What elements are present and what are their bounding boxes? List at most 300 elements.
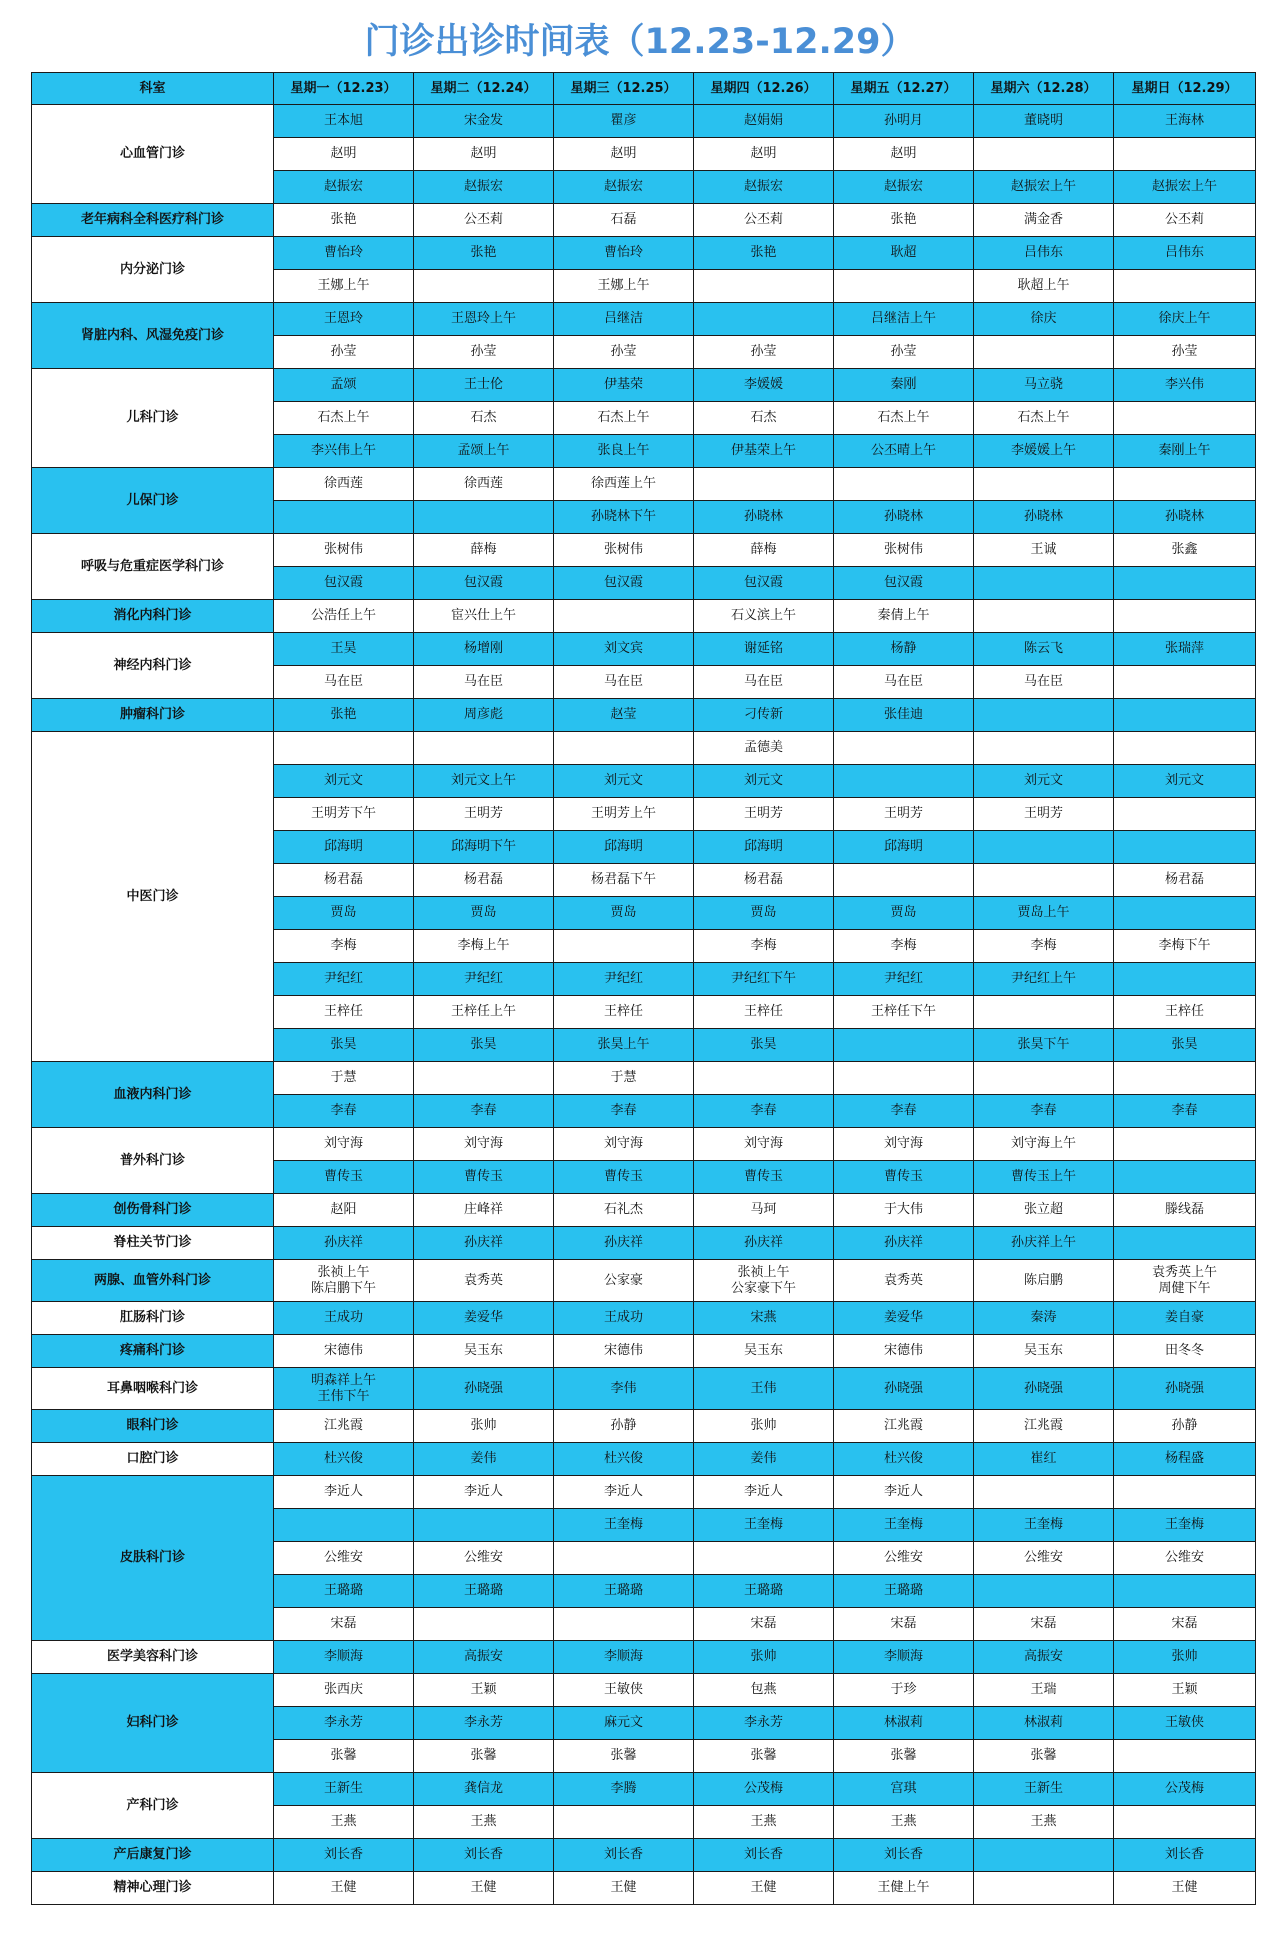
department-name: 儿科门诊 — [32, 369, 274, 468]
schedule-cell: 孙莹 — [554, 336, 694, 369]
schedule-cell: 伊基荣上午 — [694, 435, 834, 468]
schedule-cell: 耿超上午 — [974, 270, 1114, 303]
schedule-cell: 张帅 — [414, 1410, 554, 1443]
schedule-cell: 林淑莉 — [974, 1707, 1114, 1740]
schedule-cell: 张艳 — [414, 237, 554, 270]
schedule-cell: 龚信龙 — [414, 1773, 554, 1806]
department-name: 神经内科门诊 — [32, 633, 274, 699]
schedule-cell: 张馨 — [974, 1740, 1114, 1773]
schedule-cell — [1114, 666, 1256, 699]
schedule-cell: 孙晓强 — [1114, 1368, 1256, 1410]
table-row — [32, 1227, 1256, 1260]
schedule-cell: 张昊下午 — [974, 1029, 1114, 1062]
department-name: 脊柱关节门诊 — [32, 1227, 274, 1260]
schedule-cell: 刁传新 — [694, 699, 834, 732]
schedule-cell: 瞿彦 — [554, 105, 694, 138]
schedule-cell: 江兆霞 — [974, 1410, 1114, 1443]
table-row — [32, 1410, 1256, 1443]
schedule-cell: 张艳 — [694, 237, 834, 270]
schedule-cell: 赵明 — [274, 138, 414, 171]
schedule-cell-line: 陈启鹏下午 — [310, 1280, 376, 1296]
schedule-cell: 赵振宏上午 — [1114, 171, 1256, 204]
schedule-cell: 刘长香 — [414, 1839, 554, 1872]
header-sunday: 星期日（12.29） — [1114, 73, 1256, 105]
schedule-cell: 曹传玉 — [414, 1161, 554, 1194]
department-name: 产后康复门诊 — [32, 1839, 274, 1872]
schedule-cell: 王健 — [414, 1872, 554, 1905]
schedule-cell: 孙晓强 — [414, 1368, 554, 1410]
schedule-cell: 王梓任 — [274, 996, 414, 1029]
schedule-cell — [834, 270, 974, 303]
schedule-cell: 马在臣 — [834, 666, 974, 699]
table-row — [32, 732, 1256, 765]
schedule-cell: 秦倩上午 — [834, 600, 974, 633]
schedule-cell: 马立骁 — [974, 369, 1114, 402]
schedule-cell — [694, 1260, 834, 1302]
schedule-cell: 刘长香 — [694, 1839, 834, 1872]
schedule-cell — [274, 732, 414, 765]
schedule-cell: 秦刚 — [834, 369, 974, 402]
schedule-cell: 伊基荣 — [554, 369, 694, 402]
header-wednesday: 星期三（12.25） — [554, 73, 694, 105]
schedule-cell: 刘元文 — [274, 765, 414, 798]
schedule-cell: 崔红 — [974, 1443, 1114, 1476]
department-name: 老年病科全科医疗科门诊 — [32, 204, 274, 237]
schedule-cell: 姜爱华 — [834, 1302, 974, 1335]
department-name: 血液内科门诊 — [32, 1062, 274, 1128]
schedule-cell: 尹纪红 — [414, 963, 554, 996]
schedule-cell — [1114, 1476, 1256, 1509]
schedule-cell: 于大伟 — [834, 1194, 974, 1227]
schedule-cell: 尹纪红上午 — [974, 963, 1114, 996]
schedule-cell: 公家豪 — [554, 1260, 694, 1302]
schedule-cell: 王梓任 — [694, 996, 834, 1029]
schedule-cell — [974, 138, 1114, 171]
schedule-cell: 马在臣 — [694, 666, 834, 699]
schedule-cell: 赵明 — [414, 138, 554, 171]
schedule-cell: 邱海明下午 — [414, 831, 554, 864]
schedule-cell: 李媛媛上午 — [974, 435, 1114, 468]
schedule-cell: 王健 — [554, 1872, 694, 1905]
schedule-cell: 马在臣 — [274, 666, 414, 699]
schedule-cell: 吕继洁 — [554, 303, 694, 336]
schedule-cell — [974, 336, 1114, 369]
schedule-cell: 王敏侠 — [554, 1674, 694, 1707]
schedule-cell: 孙晓林 — [1114, 501, 1256, 534]
schedule-cell: 庄峰祥 — [414, 1194, 554, 1227]
schedule-cell: 宋磊 — [974, 1608, 1114, 1641]
schedule-cell — [694, 1542, 834, 1575]
schedule-cell: 姜伟 — [694, 1443, 834, 1476]
department-name: 内分泌门诊 — [32, 237, 274, 303]
department-name: 产科门诊 — [32, 1773, 274, 1839]
table-row — [32, 600, 1256, 633]
header-monday: 星期一（12.23） — [274, 73, 414, 105]
schedule-cell: 张馨 — [834, 1740, 974, 1773]
schedule-cell — [1114, 1740, 1256, 1773]
schedule-cell: 徐庆上午 — [1114, 303, 1256, 336]
table-row — [32, 1128, 1256, 1161]
schedule-cell: 公茂梅 — [694, 1773, 834, 1806]
schedule-cell: 高振安 — [974, 1641, 1114, 1674]
schedule-cell: 张馨 — [554, 1740, 694, 1773]
schedule-cell: 王璐璐 — [694, 1575, 834, 1608]
schedule-cell: 李兴伟上午 — [274, 435, 414, 468]
schedule-cell: 贾岛上午 — [974, 897, 1114, 930]
schedule-cell: 刘守海 — [274, 1128, 414, 1161]
schedule-cell: 李近人 — [694, 1476, 834, 1509]
schedule-cell: 王梓任下午 — [834, 996, 974, 1029]
schedule-cell: 李近人 — [274, 1476, 414, 1509]
table-row — [32, 1062, 1256, 1095]
table-row — [32, 204, 1256, 237]
schedule-cell: 贾岛 — [414, 897, 554, 930]
schedule-table — [31, 72, 1256, 1905]
schedule-cell: 王奎梅 — [1114, 1509, 1256, 1542]
schedule-cell: 赵振宏上午 — [974, 171, 1114, 204]
schedule-cell: 于珍 — [834, 1674, 974, 1707]
page-title: 门诊出诊时间表（12.23-12.29） — [364, 22, 916, 62]
schedule-cell: 孙庆祥上午 — [974, 1227, 1114, 1260]
schedule-cell: 李梅下午 — [1114, 930, 1256, 963]
schedule-cell: 江兆霞 — [834, 1410, 974, 1443]
schedule-cell: 石杰上午 — [274, 402, 414, 435]
schedule-cell: 李春 — [1114, 1095, 1256, 1128]
header-friday: 星期五（12.27） — [834, 73, 974, 105]
schedule-cell: 公维安 — [834, 1542, 974, 1575]
schedule-cell — [554, 600, 694, 633]
table-row — [32, 1335, 1256, 1368]
schedule-cell: 李梅 — [834, 930, 974, 963]
schedule-cell — [834, 1029, 974, 1062]
schedule-cell — [974, 996, 1114, 1029]
schedule-cell: 张西庆 — [274, 1674, 414, 1707]
schedule-cell: 刘元文 — [1114, 765, 1256, 798]
department-name: 医学美容科门诊 — [32, 1641, 274, 1674]
schedule-cell: 杨增刚 — [414, 633, 554, 666]
schedule-cell — [974, 1839, 1114, 1872]
schedule-cell: 宋磊 — [1114, 1608, 1256, 1641]
schedule-cell: 李近人 — [414, 1476, 554, 1509]
table-row — [32, 1773, 1256, 1806]
schedule-cell: 李顺海 — [274, 1641, 414, 1674]
table-row — [32, 1839, 1256, 1872]
schedule-cell — [1114, 1260, 1256, 1302]
schedule-cell — [834, 732, 974, 765]
schedule-cell — [1114, 732, 1256, 765]
department-name: 呼吸与危重症医学科门诊 — [32, 534, 274, 600]
schedule-cell: 赵振宏 — [694, 171, 834, 204]
schedule-cell: 贾岛 — [694, 897, 834, 930]
schedule-cell: 秦刚上午 — [1114, 435, 1256, 468]
schedule-cell: 孙晓强 — [974, 1368, 1114, 1410]
schedule-cell: 王明芳 — [974, 798, 1114, 831]
schedule-cell: 孙晓林 — [694, 501, 834, 534]
schedule-cell: 邱海明 — [554, 831, 694, 864]
schedule-cell: 田冬冬 — [1114, 1335, 1256, 1368]
schedule-cell-line: 王伟下午 — [317, 1388, 370, 1404]
schedule-cell: 公维安 — [274, 1542, 414, 1575]
schedule-cell: 李春 — [274, 1095, 414, 1128]
schedule-cell: 秦涛 — [974, 1302, 1114, 1335]
schedule-cell: 李梅 — [274, 930, 414, 963]
department-name: 儿保门诊 — [32, 468, 274, 534]
schedule-cell: 周彦彪 — [414, 699, 554, 732]
schedule-cell: 王璐璐 — [274, 1575, 414, 1608]
schedule-cell: 石礼杰 — [554, 1194, 694, 1227]
schedule-cell: 马在臣 — [414, 666, 554, 699]
schedule-cell — [414, 732, 554, 765]
schedule-cell: 宋磊 — [834, 1608, 974, 1641]
schedule-cell: 孙庆祥 — [834, 1227, 974, 1260]
header-department: 科室 — [32, 73, 274, 105]
table-row — [32, 699, 1256, 732]
schedule-cell — [1114, 1806, 1256, 1839]
schedule-cell: 孙静 — [1114, 1410, 1256, 1443]
schedule-cell: 张帅 — [694, 1410, 834, 1443]
schedule-cell — [554, 930, 694, 963]
schedule-cell: 杨君磊 — [694, 864, 834, 897]
schedule-cell — [974, 732, 1114, 765]
schedule-cell-line: 公家豪下午 — [730, 1280, 796, 1296]
schedule-cell: 包汉霞 — [834, 567, 974, 600]
schedule-cell: 王士伦 — [414, 369, 554, 402]
schedule-cell: 王娜上午 — [274, 270, 414, 303]
table-row — [32, 468, 1256, 501]
table-row — [32, 1194, 1256, 1227]
schedule-cell: 杨君磊下午 — [554, 864, 694, 897]
schedule-cell: 张馨 — [414, 1740, 554, 1773]
schedule-cell: 滕线磊 — [1114, 1194, 1256, 1227]
schedule-cell: 马在臣 — [554, 666, 694, 699]
schedule-cell — [554, 1542, 694, 1575]
schedule-cell: 张昊 — [414, 1029, 554, 1062]
schedule-cell: 陈启鹏 — [974, 1260, 1114, 1302]
schedule-cell: 宋磊 — [274, 1608, 414, 1641]
schedule-cell: 李春 — [554, 1095, 694, 1128]
schedule-cell — [1114, 1128, 1256, 1161]
header-thursday: 星期四（12.26） — [694, 73, 834, 105]
department-name: 妇科门诊 — [32, 1674, 274, 1773]
table-row — [32, 369, 1256, 402]
schedule-cell: 曹传玉上午 — [974, 1161, 1114, 1194]
schedule-cell: 张树伟 — [834, 534, 974, 567]
schedule-cell: 曹传玉 — [694, 1161, 834, 1194]
schedule-cell: 张昊上午 — [554, 1029, 694, 1062]
schedule-cell: 宫琪 — [834, 1773, 974, 1806]
schedule-cell: 张佳迪 — [834, 699, 974, 732]
schedule-cell — [834, 468, 974, 501]
schedule-cell: 陈云飞 — [974, 633, 1114, 666]
department-name: 皮肤科门诊 — [32, 1476, 274, 1641]
schedule-cell — [1114, 1227, 1256, 1260]
table-row — [32, 1872, 1256, 1905]
schedule-cell: 刘守海 — [414, 1128, 554, 1161]
schedule-cell: 王燕 — [414, 1806, 554, 1839]
table-row — [32, 1368, 1256, 1410]
schedule-cell-line: 周健下午 — [1158, 1280, 1211, 1296]
schedule-cell: 王新生 — [274, 1773, 414, 1806]
schedule-cell: 孙晓林 — [974, 501, 1114, 534]
schedule-cell: 公丕莉 — [414, 204, 554, 237]
schedule-cell: 宋金发 — [414, 105, 554, 138]
table-row — [32, 105, 1256, 138]
schedule-cell — [974, 1062, 1114, 1095]
schedule-cell: 李兴伟 — [1114, 369, 1256, 402]
schedule-cell: 徐西莲 — [414, 468, 554, 501]
schedule-cell: 王燕 — [834, 1806, 974, 1839]
schedule-cell: 李近人 — [554, 1476, 694, 1509]
table-row — [32, 633, 1256, 666]
schedule-cell: 赵莹 — [554, 699, 694, 732]
schedule-cell: 李顺海 — [834, 1641, 974, 1674]
schedule-cell: 赵明 — [694, 138, 834, 171]
schedule-cell: 李梅 — [974, 930, 1114, 963]
schedule-cell: 刘元文上午 — [414, 765, 554, 798]
schedule-cell: 张帅 — [694, 1641, 834, 1674]
schedule-cell: 刘元文 — [694, 765, 834, 798]
schedule-cell: 宋德伟 — [554, 1335, 694, 1368]
schedule-cell: 王奎梅 — [554, 1509, 694, 1542]
table-row — [32, 1476, 1256, 1509]
header-row — [32, 73, 1256, 105]
schedule-cell: 孙莹 — [274, 336, 414, 369]
schedule-cell — [1114, 138, 1256, 171]
department-name: 两腺、血管外科门诊 — [32, 1260, 274, 1302]
schedule-cell: 王燕 — [694, 1806, 834, 1839]
schedule-cell: 孙莹 — [694, 336, 834, 369]
schedule-cell: 孙晓林下午 — [554, 501, 694, 534]
schedule-cell — [974, 864, 1114, 897]
schedule-cell — [1114, 798, 1256, 831]
schedule-cell: 公维安 — [1114, 1542, 1256, 1575]
schedule-cell: 吴玉东 — [974, 1335, 1114, 1368]
schedule-cell: 王明芳 — [834, 798, 974, 831]
schedule-cell: 公丕莉 — [694, 204, 834, 237]
schedule-cell — [694, 1062, 834, 1095]
schedule-cell: 张鑫 — [1114, 534, 1256, 567]
schedule-cell: 公茂梅 — [1114, 1773, 1256, 1806]
schedule-cell: 李永芳 — [414, 1707, 554, 1740]
schedule-body — [32, 105, 1256, 1905]
schedule-cell: 赵明 — [834, 138, 974, 171]
schedule-cell: 王颖 — [414, 1674, 554, 1707]
schedule-cell — [554, 1806, 694, 1839]
schedule-cell: 吕伟东 — [974, 237, 1114, 270]
schedule-cell: 赵振宏 — [414, 171, 554, 204]
schedule-cell: 公维安 — [974, 1542, 1114, 1575]
schedule-cell: 吴玉东 — [694, 1335, 834, 1368]
schedule-cell: 徐庆 — [974, 303, 1114, 336]
schedule-cell: 孙莹 — [1114, 336, 1256, 369]
schedule-cell — [974, 1476, 1114, 1509]
department-name: 消化内科门诊 — [32, 600, 274, 633]
schedule-cell — [834, 864, 974, 897]
schedule-cell: 王成功 — [554, 1302, 694, 1335]
schedule-cell: 姜自豪 — [1114, 1302, 1256, 1335]
schedule-cell — [1114, 468, 1256, 501]
schedule-cell: 公维安 — [414, 1542, 554, 1575]
schedule-cell: 李春 — [694, 1095, 834, 1128]
schedule-cell: 张树伟 — [554, 534, 694, 567]
schedule-cell: 杨君磊 — [1114, 864, 1256, 897]
schedule-cell: 王诚 — [974, 534, 1114, 567]
schedule-cell: 包燕 — [694, 1674, 834, 1707]
schedule-cell: 王本旭 — [274, 105, 414, 138]
table-row — [32, 1260, 1256, 1302]
schedule-cell: 王健 — [1114, 1872, 1256, 1905]
schedule-cell — [554, 732, 694, 765]
schedule-cell — [974, 1575, 1114, 1608]
schedule-cell: 王伟 — [694, 1368, 834, 1410]
schedule-cell: 孙庆祥 — [274, 1227, 414, 1260]
schedule-cell — [974, 600, 1114, 633]
schedule-cell — [1114, 831, 1256, 864]
schedule-cell: 宋德伟 — [834, 1335, 974, 1368]
schedule-cell: 张瑞萍 — [1114, 633, 1256, 666]
schedule-cell: 刘长香 — [274, 1839, 414, 1872]
header-saturday: 星期六（12.28） — [974, 73, 1114, 105]
schedule-cell: 马在臣 — [974, 666, 1114, 699]
schedule-cell: 王燕 — [274, 1806, 414, 1839]
schedule-cell: 邱海明 — [274, 831, 414, 864]
schedule-cell: 王敏侠 — [1114, 1707, 1256, 1740]
schedule-cell: 李春 — [974, 1095, 1114, 1128]
department-name: 肿瘤科门诊 — [32, 699, 274, 732]
schedule-cell: 李梅上午 — [414, 930, 554, 963]
schedule-cell: 贾岛 — [274, 897, 414, 930]
schedule-cell: 公丕莉 — [1114, 204, 1256, 237]
schedule-cell: 尹纪红 — [274, 963, 414, 996]
schedule-cell: 李春 — [414, 1095, 554, 1128]
schedule-cell: 孙明月 — [834, 105, 974, 138]
schedule-cell: 王成功 — [274, 1302, 414, 1335]
schedule-cell: 王奎梅 — [834, 1509, 974, 1542]
schedule-cell — [1114, 699, 1256, 732]
schedule-cell: 赵明 — [554, 138, 694, 171]
schedule-cell: 公丕晴上午 — [834, 435, 974, 468]
schedule-cell: 李腾 — [554, 1773, 694, 1806]
department-name: 中医门诊 — [32, 732, 274, 1062]
schedule-cell: 石杰上午 — [554, 402, 694, 435]
table-row — [32, 237, 1256, 270]
schedule-cell: 袁秀英 — [414, 1260, 554, 1302]
schedule-cell: 王健 — [274, 1872, 414, 1905]
schedule-cell — [414, 501, 554, 534]
schedule-cell: 李媛媛 — [694, 369, 834, 402]
schedule-cell — [694, 270, 834, 303]
schedule-cell: 薛梅 — [414, 534, 554, 567]
schedule-cell: 王梓任 — [554, 996, 694, 1029]
schedule-cell: 贾岛 — [834, 897, 974, 930]
department-name: 肛肠科门诊 — [32, 1302, 274, 1335]
schedule-cell: 张树伟 — [274, 534, 414, 567]
schedule-cell: 耿超 — [834, 237, 974, 270]
schedule-cell: 刘守海上午 — [974, 1128, 1114, 1161]
schedule-cell: 尹纪红 — [554, 963, 694, 996]
schedule-cell: 王奎梅 — [694, 1509, 834, 1542]
schedule-cell — [1114, 270, 1256, 303]
schedule-cell: 尹纪红下午 — [694, 963, 834, 996]
schedule-cell: 王娜上午 — [554, 270, 694, 303]
schedule-cell: 王昊 — [274, 633, 414, 666]
schedule-cell — [1114, 402, 1256, 435]
schedule-cell: 杨君磊 — [414, 864, 554, 897]
schedule-cell: 李近人 — [834, 1476, 974, 1509]
table-row — [32, 1302, 1256, 1335]
department-name: 耳鼻咽喉科门诊 — [32, 1368, 274, 1410]
schedule-cell — [274, 1260, 414, 1302]
